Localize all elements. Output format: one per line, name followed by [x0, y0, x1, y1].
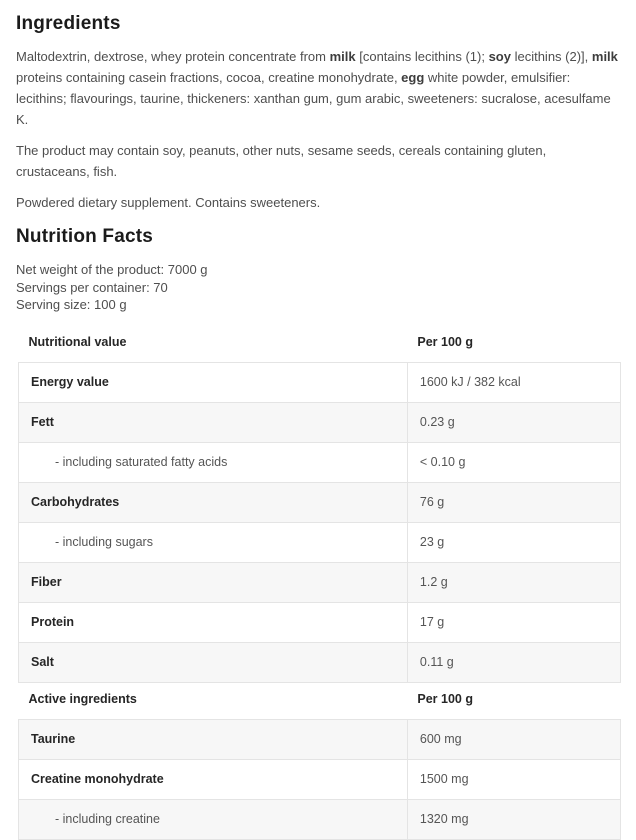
may-contain-note: The product may contain soy, peanuts, other nuts, sesame seeds, cereals containing gluten, crustaceans, fish.	[16, 143, 547, 179]
nutrient-label: Fett	[19, 402, 408, 442]
net-weight-line: Net weight of the product: 7000 g	[16, 262, 208, 277]
nutrient-value: 23 g	[407, 522, 620, 562]
allergen-term: milk	[329, 49, 356, 64]
table-row	[19, 442, 621, 482]
nutrient-value: 0.11 g	[407, 642, 620, 682]
nutrition-meta	[16, 261, 619, 314]
table-header-label: Nutritional value	[19, 326, 408, 363]
table-row	[19, 719, 621, 759]
nutrient-value: 1500 mg	[407, 759, 620, 799]
table-row	[19, 602, 621, 642]
allergen-term: egg	[401, 70, 425, 85]
table-row	[19, 562, 621, 602]
allergen-term: milk	[591, 49, 618, 64]
nutrient-value: 1.2 g	[407, 562, 620, 602]
composition-text: lecithins (2)],	[510, 49, 592, 64]
composition-text: [contains lecithins (1);	[355, 49, 489, 64]
servings-per-container-line: Servings per container: 70	[16, 279, 168, 295]
nutrient-value: < 0.10 g	[407, 442, 620, 482]
nutrient-label: Taurine	[19, 719, 408, 759]
composition-text: white powder, emulsifier: lecithins; flavourings, taurine, thickeners: xanthan gum, gum arabic, sweeteners: sucralose, acesulfame K.	[16, 70, 611, 127]
table-header-label: Active ingredients	[19, 682, 408, 719]
serving-size-line: Serving size: 100 g	[16, 297, 127, 312]
nutrient-label: Carbohydrates	[19, 482, 408, 522]
table-section-header-row	[19, 682, 621, 719]
nutrient-value: 17 g	[407, 602, 620, 642]
nutrient-label: Energy value	[19, 362, 408, 402]
composition-text: proteins containing casein fractions, cocoa, creatine monohydrate,	[16, 70, 402, 85]
table-row	[19, 642, 621, 682]
table-header-per-100g: Per 100 g	[407, 326, 620, 363]
ingredients-heading: Ingredients	[16, 13, 121, 34]
table-row	[19, 362, 621, 402]
allergen-term: soy	[488, 49, 511, 64]
table-row	[19, 799, 621, 839]
nutrient-label: - including creatine	[19, 799, 408, 839]
table-row	[19, 522, 621, 562]
table-row	[19, 482, 621, 522]
nutrient-value: 600 mg	[407, 719, 620, 759]
table-row	[19, 402, 621, 442]
table-section-header-row	[19, 326, 621, 363]
nutrient-label: Protein	[19, 602, 408, 642]
table-row	[19, 759, 621, 799]
nutrient-label: - including saturated fatty acids	[19, 442, 408, 482]
table-header-per-100g: Per 100 g	[407, 682, 620, 719]
composition-text: Maltodextrin, dextrose, whey protein concentrate from	[16, 49, 330, 64]
nutrition-facts-heading: Nutrition Facts	[16, 226, 154, 247]
supplement-note: Powdered dietary supplement. Contains sweeteners.	[16, 195, 321, 210]
nutrition-table	[18, 326, 621, 840]
ingredients-composition-paragraph	[16, 46, 619, 130]
nutrient-value: 1600 kJ / 382 kcal	[407, 362, 620, 402]
nutrient-value: 0.23 g	[407, 402, 620, 442]
nutrient-value: 1320 mg	[407, 799, 620, 839]
nutrient-label: - including sugars	[19, 522, 408, 562]
nutrient-label: Fiber	[19, 562, 408, 602]
nutrient-value: 76 g	[407, 482, 620, 522]
nutrient-label: Creatine monohydrate	[19, 759, 408, 799]
nutrient-label: Salt	[19, 642, 408, 682]
